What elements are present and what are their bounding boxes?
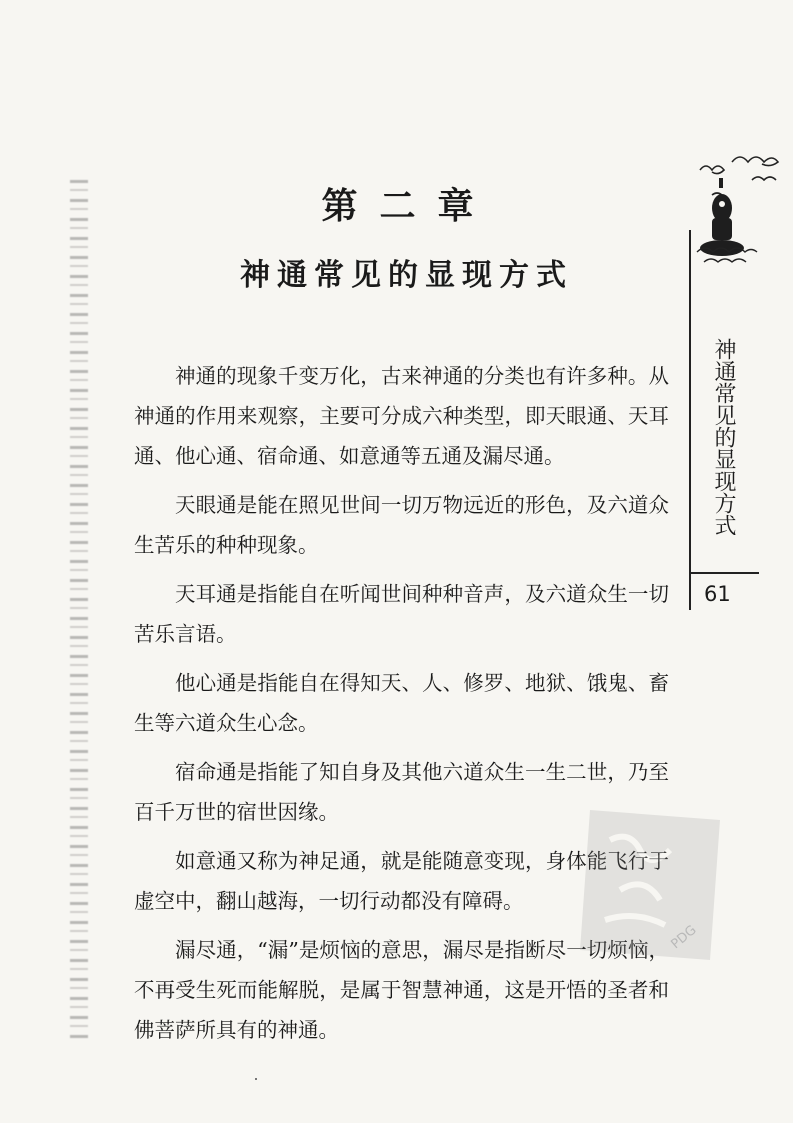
scan-speck	[255, 1078, 257, 1080]
binding-edge	[70, 180, 88, 1040]
paragraph: 宿命通是指能了知自身及其他六道众生一生二世，乃至百千万世的宿世因缘。	[134, 760, 669, 824]
page-number-rule	[689, 572, 759, 574]
watermark-seal-icon	[570, 800, 730, 970]
paragraph: 如意通又称为神足通，就是能随意变现，身体能飞行于虚空中，翻山越海，一切行动都没有障碍。	[134, 849, 669, 913]
paragraph: 神通的现象千变万化，古来神通的分类也有许多种。从神通的作用来观察，主要可分成六种类型，即天眼通、天耳通、他心通、宿命通、如意通等五通及漏尽通。	[134, 364, 669, 468]
running-title: 神通常见的显现方式	[711, 338, 736, 536]
paragraph: 天耳通是指能自在听闻世间种种音声，及六道众生一切苦乐言语。	[134, 582, 669, 646]
watermark-text: PDG	[668, 922, 700, 953]
paragraph: 他心通是指能自在得知天、人、修罗、地狱、饿鬼、畜生等六道众生心念。	[134, 671, 669, 735]
page-number: 61	[704, 582, 731, 606]
chapter-title: 神通常见的显现方式	[240, 258, 573, 293]
paragraph: 漏尽通，“漏”是烦恼的意思，漏尽是指断尽一切烦恼，不再受生死而能解脱，是属于智慧神通，这是开悟的圣者和佛菩萨所具有的神通。	[134, 938, 669, 1042]
margin-rule	[689, 230, 691, 610]
paragraph: 天眼通是能在照见世间一切万物远近的形色，及六道众生苦乐的种种现象。	[134, 493, 669, 557]
chapter-heading: 第二章	[321, 185, 496, 227]
